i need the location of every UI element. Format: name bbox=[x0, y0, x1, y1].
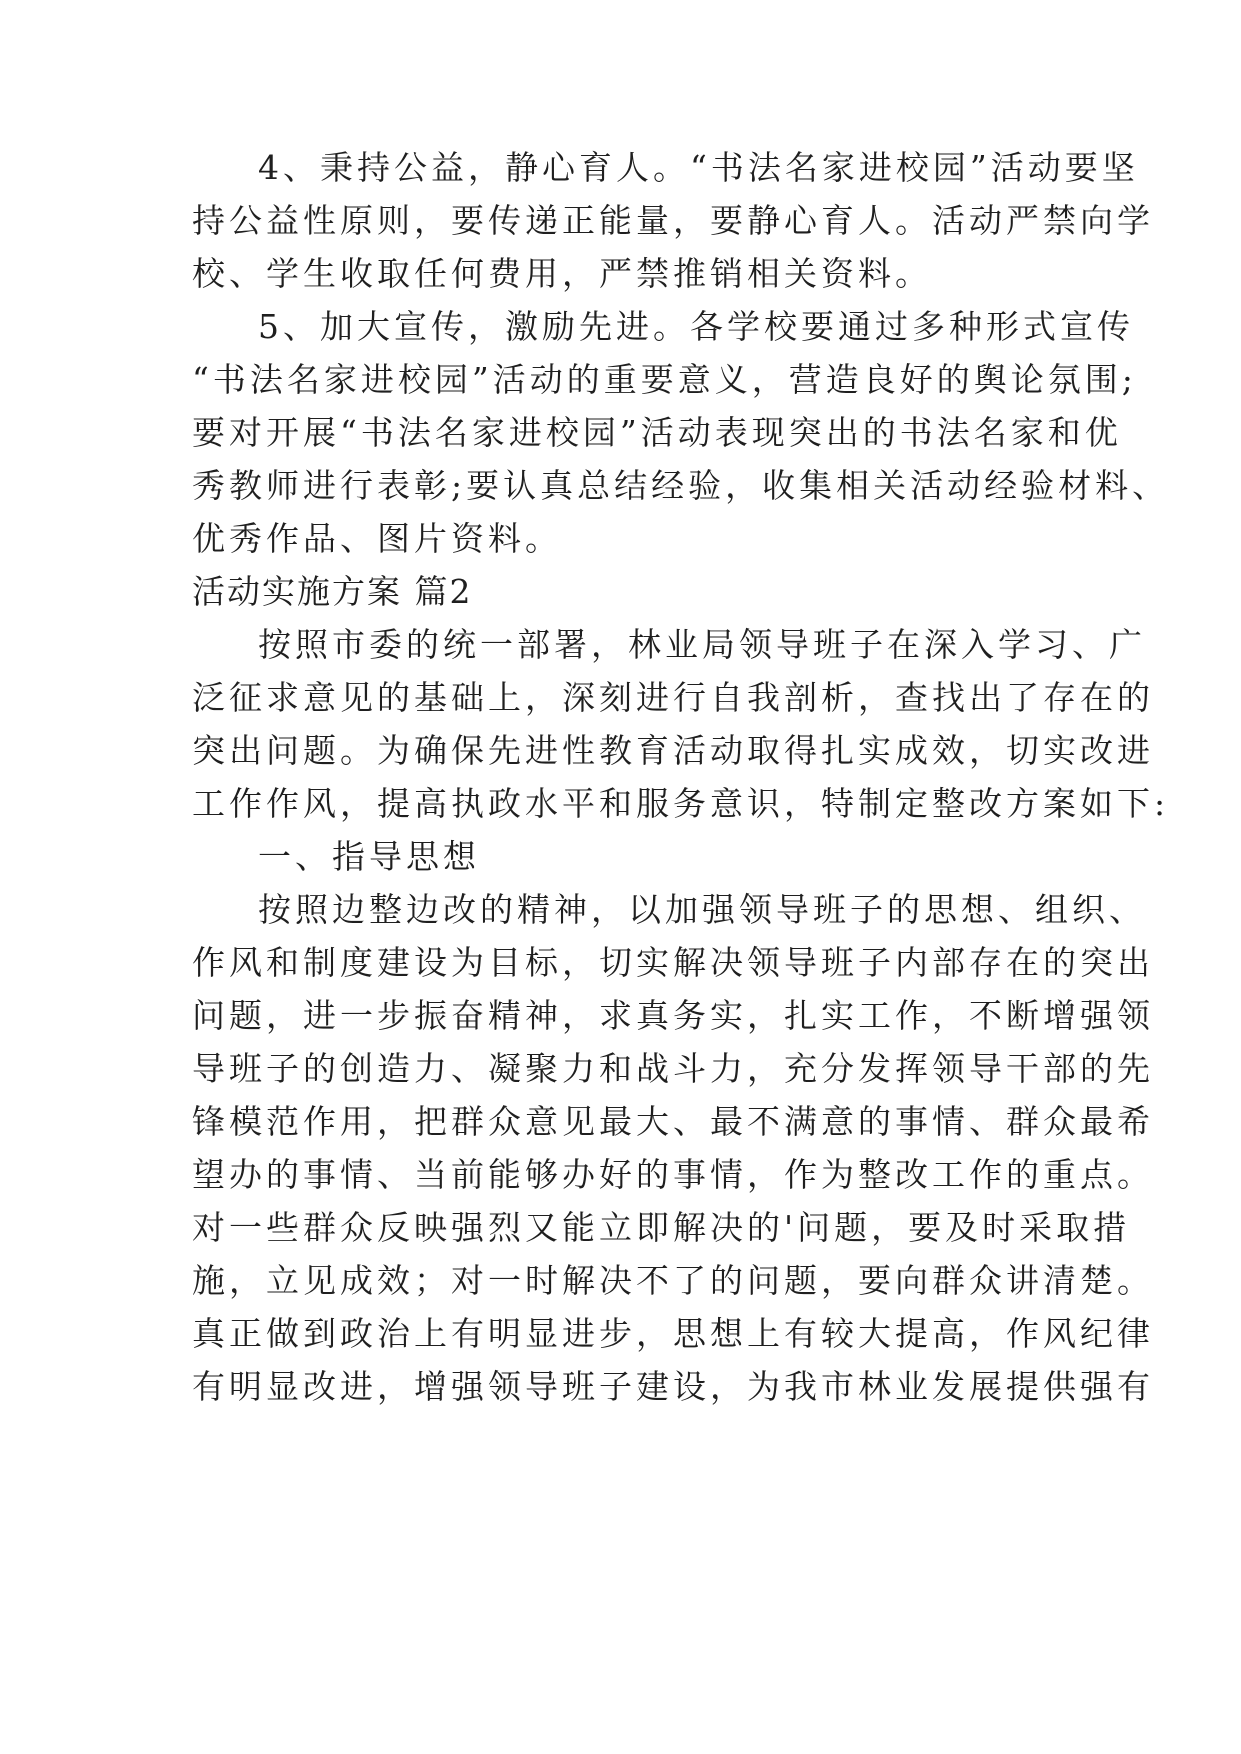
text-line: 5、加大宣传，激励先进。各学校要通过多种形式宣传 bbox=[258, 307, 1134, 346]
text-line: 施，立见成效；对一时解决不了的问题，要向群众讲清楚。 bbox=[192, 1261, 1154, 1300]
subheading: 一、指导思想 bbox=[258, 837, 480, 876]
text-line: 作风和制度建设为目标，切实解决领导班子内部存在的突出 bbox=[192, 943, 1154, 982]
text-line: 问题，进一步振奋精神，求真务实，扎实工作，不断增强领 bbox=[192, 996, 1154, 1035]
text-line: 按照市委的统一部署，林业局领导班子在深入学习、广 bbox=[258, 625, 1146, 664]
text-line: 泛征求意见的基础上，深刻进行自我剖析，查找出了存在的 bbox=[192, 678, 1154, 717]
text-line: 望办的事情、当前能够办好的事情，作为整改工作的重点。 bbox=[192, 1155, 1154, 1194]
text-line: 有明显改进，增强领导班子建设，为我市林业发展提供强有 bbox=[192, 1367, 1154, 1406]
text-line: 工作作风，提高执政水平和服务意识，特制定整改方案如下: bbox=[192, 784, 1170, 823]
text-line: 4、秉持公益，静心育人。“书法名家进校园”活动要坚 bbox=[258, 148, 1139, 187]
text-line: 按照边整边改的精神，以加强领导班子的思想、组织、 bbox=[258, 890, 1146, 929]
text-line: 真正做到政治上有明显进步，思想上有较大提高，作风纪律 bbox=[192, 1314, 1154, 1353]
text-line: 突出问题。为确保先进性教育活动取得扎实成效，切实改进 bbox=[192, 731, 1154, 770]
text-line: 优秀作品、图片资料。 bbox=[192, 519, 562, 558]
text-line: 校、学生收取任何费用，严禁推销相关资料。 bbox=[192, 254, 932, 293]
text-line: 锋模范作用，把群众意见最大、最不满意的事情、群众最希 bbox=[192, 1102, 1154, 1141]
text-line: 要对开展“书法名家进校园”活动表现突出的书法名家和优 bbox=[192, 413, 1122, 452]
text-line: 导班子的创造力、凝聚力和战斗力，充分发挥领导干部的先 bbox=[192, 1049, 1154, 1088]
text-line: 对一些群众反映强烈又能立即解决的'问题，要及时采取措 bbox=[192, 1208, 1131, 1247]
text-line: “书法名家进校园”活动的重要意义，营造良好的舆论氛围; bbox=[192, 360, 1137, 399]
text-line: 秀教师进行表彰;要认真总结经验，收集相关活动经验材料、 bbox=[192, 466, 1170, 505]
text-line: 持公益性原则，要传递正能量，要静心育人。活动严禁向学 bbox=[192, 201, 1154, 240]
section-heading: 活动实施方案 篇2 bbox=[192, 572, 473, 611]
